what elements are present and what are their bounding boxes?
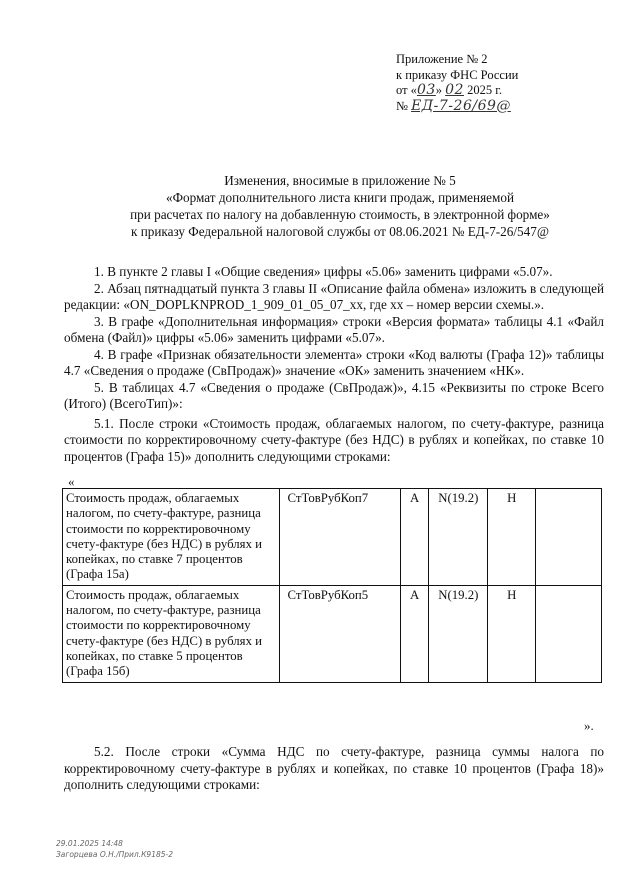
document-body [64,264,604,465]
paragraph-1: 1. В пункте 2 главы I «Общие сведения» цифры «5.06» заменить цифрами «5.07». [94,264,553,279]
paragraph-5: 5. В таблицах 4.7 «Сведения о продаже (СвПродаж)», 4.15 «Реквизиты по строке Всего (Итого) (ВсегоТип)»: [64,379,604,411]
appendix-date [396,83,518,99]
appendix-number: Приложение № 2 [396,52,488,66]
paragraph-3: 3. В графе «Дополнительная информация» строки «Версия формата» таблицы 4.1 «Файл обмена (Файл)» цифры «5.06» заменить цифрами «5.07». [64,313,604,345]
row-required: Н [488,489,536,586]
inserted-rows-table [62,488,602,683]
row-format: N(19.2) [429,585,488,682]
title-line-2: «Формат дополнительного листа книги продаж, применяемой [166,190,514,205]
table-row [63,489,602,586]
row-required: Н [488,585,536,682]
paragraph-4: 4. В графе «Признак обязательности элемента» строки «Код валюты (Графа 12)» таблицы 4.7 «Сведения о продаже (СвПродаж)» значение «ОК» заменить значением «НК». [64,346,604,378]
paragraph-5-1: 5.1. После строки «Стоимость продаж, облагаемых налогом, по счету-фактуре, разница стоимости по корректировочному счету-фактуре (без НДС) в рублях и копейках, по ставке 10 процентов (Графа 15)» дополнить следующими строками: [64,415,604,464]
document-title [80,172,600,240]
row-code: СтТовРубКоп5 [279,585,400,682]
paragraph-5-2: 5.2. После строки «Сумма НДС по счету-фактуре, разница суммы налога по корректировочному счету-фактуре в рублях и копейках, по ставке 10 процентов (Графа 18)» дополнить следующими строками: [64,744,604,792]
row-name: Стоимость продаж, облагаемых налогом, по счету-фактуре, разница стоимости по корректировочному счету-фактуре (без НДС) в рублях и копейках, по ставке 5 процентов (Графа 15б) [63,585,280,682]
appendix-header [396,52,518,114]
row-type: А [400,585,429,682]
title-line-4: к приказу Федеральной налоговой службы от 08.06.2021 № ЕД-7-26/547@ [131,224,549,239]
footer-timestamp: 29.01.2025 14:48 [56,839,123,848]
date-prefix: от « [396,83,417,97]
date-day: 03 [416,82,436,98]
number-value: ЕД-7-26/69@ [411,97,511,114]
row-extra [536,585,602,682]
number-prefix: № [396,98,408,113]
appendix-order-ref: к приказу ФНС России [396,67,519,82]
title-line-3: при расчетах по налогу на добавленную стоимость, в электронной форме» [130,207,550,222]
table-row [63,585,602,682]
row-code: СтТовРубКоп7 [279,489,400,586]
date-year: 2025 [467,83,493,97]
row-name: Стоимость продаж, облагаемых налогом, по счету-фактуре, разница стоимости по корректировочному счету-фактуре (без НДС) в рублях и копейках, по ставке 7 процентов (Графа 15а) [63,489,280,586]
date-suffix: г. [495,83,503,97]
quote-close: ». [584,718,594,733]
footer-stamp [56,838,173,860]
paragraph-2: 2. Абзац пятнадцатый пункта 3 главы II «Описание файла обмена» изложить в следующей редакции: «ON_DOPLKNPROD_1_909_01_05_07_xx, где xx – номер версии схемы.». [64,280,604,312]
row-type: А [400,489,429,586]
title-line-1: Изменения, вносимые в приложение № 5 [224,173,456,188]
date-mid: » [435,83,443,97]
row-extra [536,489,602,586]
document-body-continued [64,744,604,794]
appendix-order-number [396,99,518,115]
row-format: N(19.2) [429,489,488,586]
quote-open: « [68,474,75,489]
footer-author: Загорцева О.Н./Прил.К9185-2 [56,850,173,859]
date-month: 02 [445,82,464,98]
